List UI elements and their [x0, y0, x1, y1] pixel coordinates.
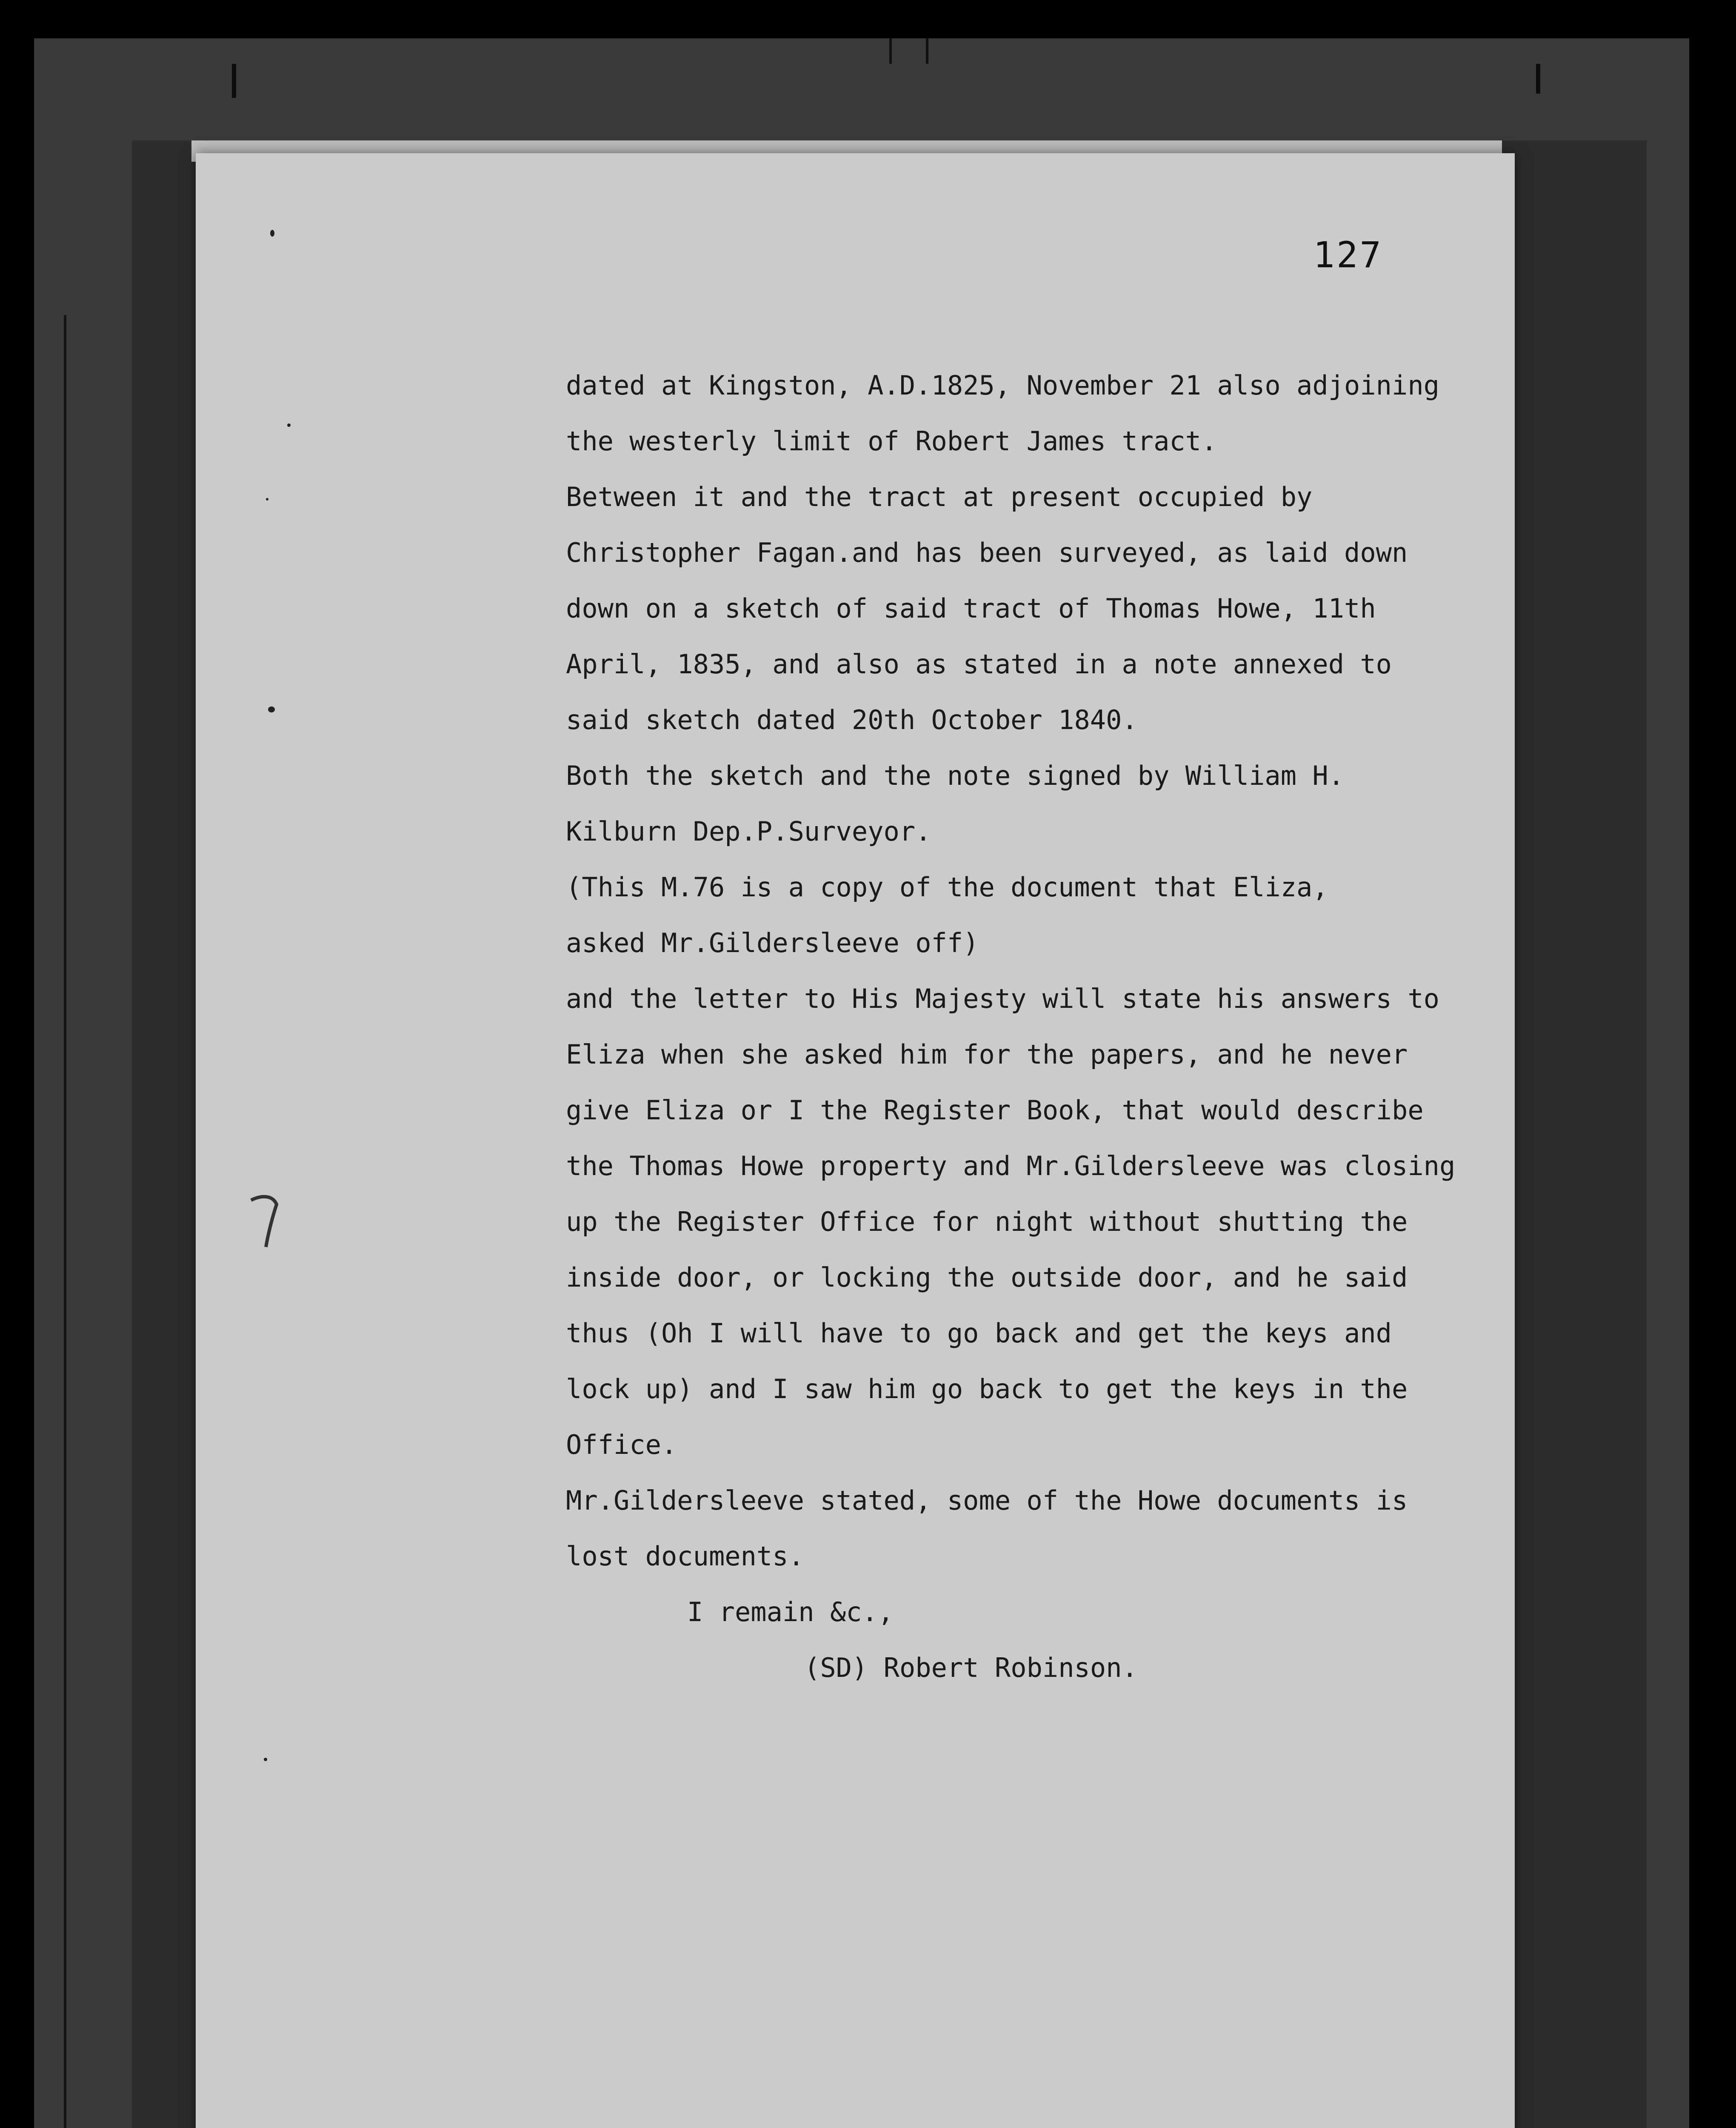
text-line: thus (Oh I will have to go back and get the keys and	[566, 1318, 1392, 1349]
margin-speck	[270, 230, 274, 237]
text-line: said sketch dated 20th October 1840.	[566, 704, 1138, 735]
text-line: April, 1835, and also as stated in a note annexed to	[566, 649, 1392, 680]
margin-speck	[287, 423, 291, 427]
registration-tick-left	[232, 64, 236, 98]
text-line: Both the sketch and the note signed by William H.	[566, 760, 1345, 791]
document-page	[196, 153, 1515, 2128]
text-line: inside door, or locking the outside door, and he said	[566, 1262, 1408, 1293]
scan-rule-line	[64, 315, 66, 2128]
text-line: Between it and the tract at present occupied by	[566, 481, 1313, 512]
registration-tick-right	[1536, 64, 1540, 94]
text-line: the Thomas Howe property and Mr.Gildersleeve was closing	[566, 1150, 1456, 1181]
text-line: Eliza when she asked him for the papers, and he never	[566, 1039, 1408, 1070]
text-line: (This M.76 is a copy of the document that Eliza,	[566, 872, 1328, 903]
text-line: Mr.Gildersleeve stated, some of the Howe documents is	[566, 1485, 1408, 1516]
text-line: Christopher Fagan.and has been surveyed, as laid down	[566, 537, 1408, 568]
text-line: Kilburn Dep.P.Surveyor.	[566, 816, 931, 847]
registration-notch	[889, 38, 928, 64]
text-line: down on a sketch of said tract of Thomas Howe, 11th	[566, 593, 1376, 624]
text-line: up the Register Office for night without shutting the	[566, 1206, 1408, 1237]
text-line: give Eliza or I the Register Book, that would describe	[566, 1095, 1424, 1126]
typed-letter-body	[566, 358, 1502, 1696]
page-number: 127	[1313, 234, 1383, 276]
text-line: asked Mr.Gildersleeve off)	[566, 927, 979, 958]
text-line: dated at Kingston, A.D.1825, November 21 also adjoining	[566, 370, 1439, 401]
text-line: the westerly limit of Robert James tract.	[566, 426, 1217, 457]
punch-hole-mark	[268, 706, 275, 712]
margin-speck	[266, 498, 268, 501]
text-line: Office.	[566, 1429, 677, 1460]
margin-speck	[264, 1758, 267, 1761]
text-line: lost documents.	[566, 1541, 804, 1572]
text-line: lock up) and I saw him go back to get the keys in the	[566, 1373, 1408, 1404]
signature-line: (SD) Robert Robinson.	[804, 1652, 1138, 1683]
text-line: and the letter to His Majesty will state his answers to	[566, 983, 1439, 1014]
margin-pencil-mark	[247, 1192, 285, 1251]
closing-line: I remain &c.,	[687, 1596, 894, 1627]
